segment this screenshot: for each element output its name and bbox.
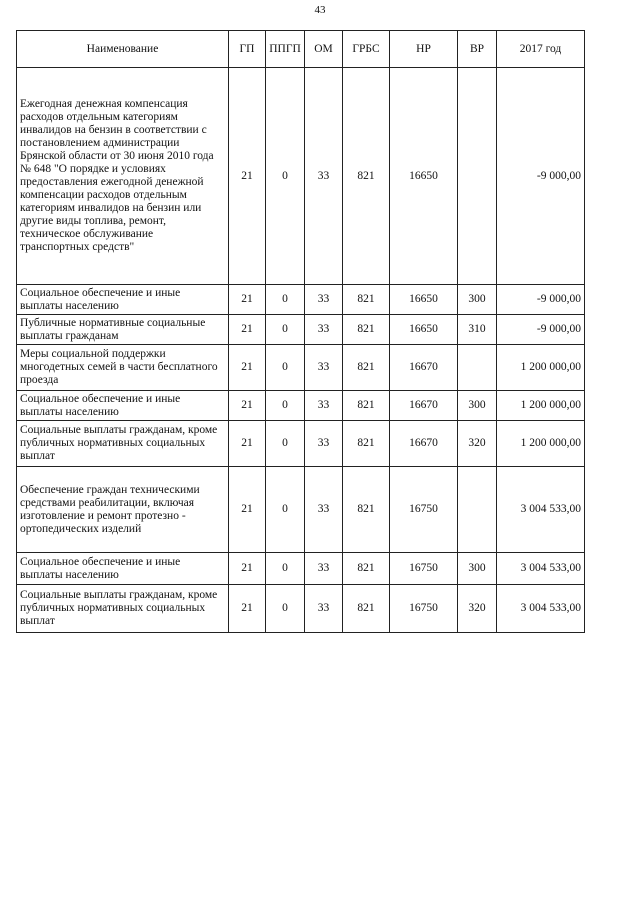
header-grbs: ГРБС [343,31,390,68]
row-amount: 1 200 000,00 [497,391,585,421]
table-row [17,285,585,315]
row-gp: 21 [229,585,266,633]
row-ppgp: 0 [266,467,305,553]
row-gp: 21 [229,345,266,391]
row-grbs: 821 [343,585,390,633]
row-grbs: 821 [343,553,390,585]
row-ppgp: 0 [266,585,305,633]
row-name: Публичные нормативные социальные выплаты гражданам [17,315,229,345]
header-ppgp: ППГП [266,31,305,68]
row-ppgp: 0 [266,553,305,585]
row-name: Социальные выплаты гражданам, кроме публичных нормативных социальных выплат [17,585,229,633]
table-row [17,585,585,633]
row-name: Обеспечение граждан техническими средствами реабилитации, включая изготовление и ремонт протезно - ортопедических изделий [17,467,229,553]
row-vr [458,68,497,285]
budget-table [16,30,585,633]
row-gp: 21 [229,553,266,585]
row-vr: 300 [458,391,497,421]
header-year-2017: 2017 год [497,31,585,68]
row-name: Социальное обеспечение и иные выплаты населению [17,285,229,315]
table-row [17,315,585,345]
row-amount: -9 000,00 [497,285,585,315]
row-nr: 16650 [390,285,458,315]
row-ppgp: 0 [266,68,305,285]
row-amount: 1 200 000,00 [497,421,585,467]
row-vr: 310 [458,315,497,345]
row-vr [458,345,497,391]
table-row [17,553,585,585]
row-grbs: 821 [343,345,390,391]
row-gp: 21 [229,421,266,467]
row-nr: 16750 [390,467,458,553]
page-number: 43 [314,4,326,16]
row-grbs: 821 [343,467,390,553]
row-ppgp: 0 [266,421,305,467]
row-nr: 16670 [390,345,458,391]
row-amount: 3 004 533,00 [497,553,585,585]
row-vr: 320 [458,585,497,633]
row-gp: 21 [229,391,266,421]
row-om: 33 [305,285,343,315]
row-gp: 21 [229,68,266,285]
table-row [17,467,585,553]
row-vr: 300 [458,285,497,315]
row-nr: 16750 [390,553,458,585]
header-name: Наименование [17,31,229,68]
row-om: 33 [305,391,343,421]
row-name: Ежегодная денежная компенсация расходов отдельным категориям инвалидов на бензин в соответствии с постановлением администрации Брянской области от 30 июня 2010 года № 648 "О порядке и условиях предоставления ежегодной денежной компенсации расходов отдельным категориям инвалидов на бензин или другие виды топлива, ремонт, техническое обслуживание транспортных средств" [17,68,229,285]
row-ppgp: 0 [266,345,305,391]
header-nr: НР [390,31,458,68]
table-header-row [17,31,585,68]
row-grbs: 821 [343,315,390,345]
header-om: ОМ [305,31,343,68]
row-gp: 21 [229,315,266,345]
row-name: Социальное обеспечение и иные выплаты населению [17,391,229,421]
row-nr: 16650 [390,315,458,345]
row-om: 33 [305,553,343,585]
row-ppgp: 0 [266,315,305,345]
row-grbs: 821 [343,285,390,315]
row-amount: -9 000,00 [497,68,585,285]
table-row [17,421,585,467]
row-om: 33 [305,421,343,467]
row-grbs: 821 [343,391,390,421]
row-grbs: 821 [343,421,390,467]
row-ppgp: 0 [266,285,305,315]
row-amount: 3 004 533,00 [497,585,585,633]
row-vr: 320 [458,421,497,467]
row-om: 33 [305,68,343,285]
header-vr: ВР [458,31,497,68]
row-name: Меры социальной поддержки многодетных семей в части бесплатного проезда [17,345,229,391]
row-gp: 21 [229,285,266,315]
row-nr: 16650 [390,68,458,285]
table-row [17,391,585,421]
table-row [17,345,585,391]
row-ppgp: 0 [266,391,305,421]
row-om: 33 [305,467,343,553]
row-grbs: 821 [343,68,390,285]
row-nr: 16670 [390,421,458,467]
row-vr: 300 [458,553,497,585]
header-gp: ГП [229,31,266,68]
row-vr [458,467,497,553]
row-gp: 21 [229,467,266,553]
table-row [17,68,585,285]
row-name: Социальные выплаты гражданам, кроме публичных нормативных социальных выплат [17,421,229,467]
row-amount: 1 200 000,00 [497,345,585,391]
row-om: 33 [305,585,343,633]
row-om: 33 [305,345,343,391]
row-name: Социальное обеспечение и иные выплаты населению [17,553,229,585]
row-amount: 3 004 533,00 [497,467,585,553]
row-om: 33 [305,315,343,345]
row-amount: -9 000,00 [497,315,585,345]
row-nr: 16670 [390,391,458,421]
row-nr: 16750 [390,585,458,633]
